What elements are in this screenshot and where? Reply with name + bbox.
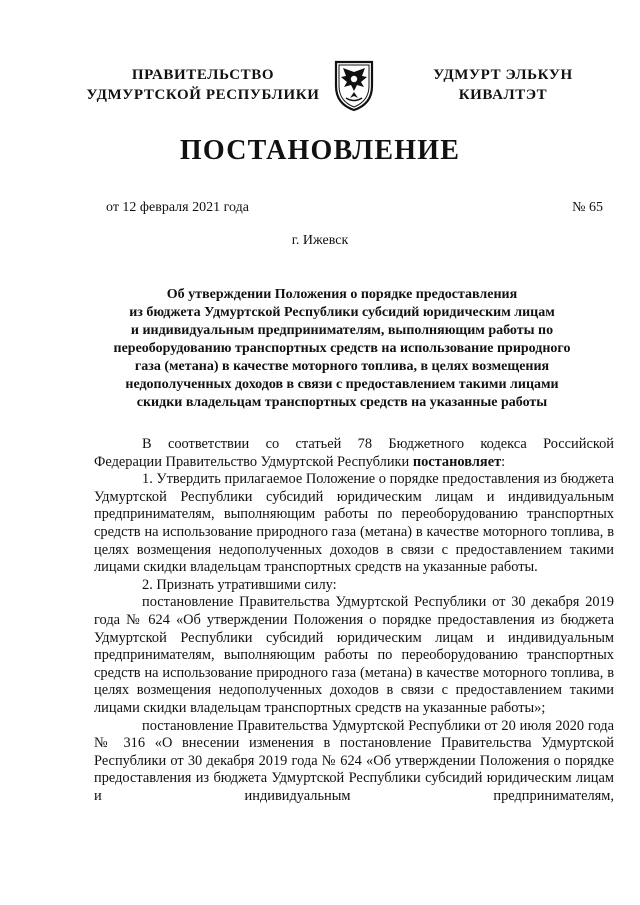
item-1-paragraph: 1. Утвердить прилагаемое Положение о порядке предоставления из бюджета Удмуртской Республики субсидий юридическим лицам и индивидуальным предпринимателям, выполняющим работы по переоборудованию транспортных средств на использование природного газа (метана) в качестве моторного топлива, в целях возмещения недополученных доходов в связи с предоставлением такими лицами скидки владельцам транспортных средств на указанные работы. [94,471,614,576]
item-2-paragraph: 2. Признать утратившими силу: [142,576,337,593]
title-line: из бюджета Удмуртской Республики субсидий юридическим лицам [129,305,555,320]
title-line: недополученных доходов в связи с предоставлением такими лицами [125,377,559,392]
document-date: от 12 февраля 2021 года [106,200,249,215]
intro-paragraph-line2 [94,454,614,472]
intro-paragraph-line1: В соответствии со статьей 78 Бюджетного кодекса Российской [142,436,614,452]
government-name-line2: УДМУРТСКОЙ РЕСПУБЛИКИ [86,87,320,103]
title-line: газа (метана) в качестве моторного топлива, в целях возмещения [134,359,550,374]
document-body [94,436,614,805]
document-type-heading: ПОСТАНОВЛЕНИЕ [179,135,461,166]
intro-text: Федерации Правительство Удмуртской Республики [94,453,413,470]
document-number: № 65 [572,200,603,215]
government-name-udmurt-line1: УДМУРТ ЭЛЬКУН [433,67,573,83]
item-2b-paragraph: постановление Правительства Удмуртской Республики от 20 июля 2020 года № 316 «О внесении изменения в постановление Правительства Удмуртской Республики от 30 декабря 2019 года № 624 «Об утверждении Положения о порядке предоставления из бюджета Удмуртской Республики субсидий юридическим лицам и индивидуальным предпринимателям, [94,717,614,804]
government-name-russian [78,65,328,105]
title-line: скидки владельцам транспортных средств на указанные работы [136,395,548,410]
title-line: переоборудованию транспортных средств на использование природного [113,341,571,356]
intro-colon: : [501,453,506,470]
government-name-udmurt-line2: КИВАЛТЭТ [458,87,548,103]
title-line: Об утверждении Положения о порядке предоставления [166,287,518,302]
item-2a-paragraph: постановление Правительства Удмуртской Республики от 30 декабря 2019 года № 624 «Об утверждении Положения о порядке предоставления из бюджета Удмуртской Республики субсидий юридическим лицам и индивидуальным предпринимателям, выполняющим работы по переоборудованию транспортных средств на использование природного газа (метана) в качестве моторного топлива, в целях возмещения недополученных доходов в связи с предоставлением такими лицами скидки владельцам транспортных средств на указанные работы»; [94,594,614,716]
document-title [92,286,592,412]
resolution-verb: постановляет [412,453,502,470]
document-city: г. Ижевск [291,233,349,248]
government-name-line1: ПРАВИТЕЛЬСТВО [131,67,275,83]
title-line: и индивидуальным предпринимателям, выполняющим работы по [130,323,554,338]
government-name-udmurt [418,65,588,105]
coat-of-arms-icon [332,58,376,112]
